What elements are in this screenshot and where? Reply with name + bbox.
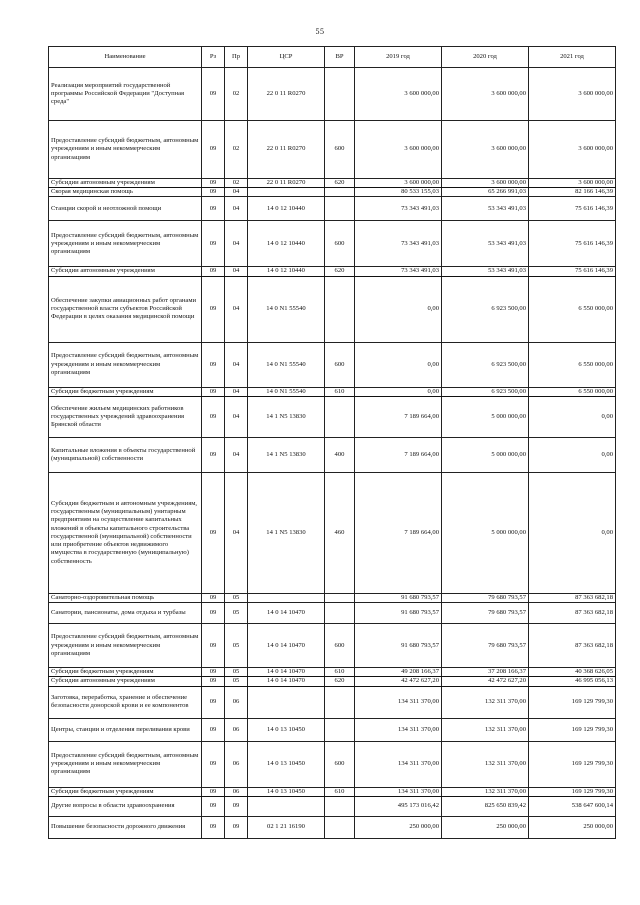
row-vr: 600 [325, 741, 355, 787]
table-row [49, 718, 616, 741]
row-name: Субсидии бюджетным учреждениям [49, 387, 202, 396]
row-amount-2019: 3 600 000,00 [355, 179, 442, 188]
row-amount-2021: 75 616 146,39 [529, 221, 616, 267]
table-row [49, 437, 616, 472]
row-rz: 09 [202, 396, 225, 437]
row-vr: 460 [325, 472, 355, 593]
row-vr [325, 197, 355, 221]
row-amount-2020: 3 600 000,00 [442, 68, 529, 121]
table-row [49, 603, 616, 624]
row-csr: 14 0 N1 55540 [248, 276, 325, 342]
row-amount-2019: 3 600 000,00 [355, 68, 442, 121]
row-amount-2019: 91 680 793,57 [355, 593, 442, 602]
row-amount-2021: 87 363 682,18 [529, 593, 616, 602]
table-row [49, 221, 616, 267]
row-csr: 14 0 13 10450 [248, 718, 325, 741]
row-csr: 14 0 13 10450 [248, 741, 325, 787]
row-csr: 14 0 14 10470 [248, 668, 325, 677]
table-row [49, 267, 616, 276]
row-name: Субсидии автономным учреждениям [49, 677, 202, 686]
row-amount-2019: 495 173 016,42 [355, 796, 442, 816]
row-amount-2020: 132 311 370,00 [442, 787, 529, 796]
row-amount-2020: 65 266 991,03 [442, 188, 529, 197]
row-name: Обеспечение жильем медицинских работников государственных учреждений здравоохранения Брянской области [49, 396, 202, 437]
row-pr: 04 [225, 387, 248, 396]
row-amount-2019: 73 343 491,03 [355, 221, 442, 267]
row-amount-2021: 169 129 799,30 [529, 718, 616, 741]
row-amount-2020: 53 343 491,03 [442, 197, 529, 221]
row-csr: 14 0 N1 55540 [248, 342, 325, 387]
row-vr: 400 [325, 437, 355, 472]
row-rz: 09 [202, 668, 225, 677]
row-amount-2021: 0,00 [529, 396, 616, 437]
row-name: Предоставление субсидий бюджетным, автономным учреждениям и иным некоммерческим организациям [49, 624, 202, 668]
row-amount-2021: 87 363 682,18 [529, 603, 616, 624]
row-amount-2019: 3 600 000,00 [355, 121, 442, 179]
row-rz: 09 [202, 624, 225, 668]
row-name: Заготовка, переработка, хранение и обеспечение безопасности донорской крови и ее компонентов [49, 686, 202, 718]
row-pr: 02 [225, 68, 248, 121]
row-vr [325, 593, 355, 602]
row-vr: 620 [325, 179, 355, 188]
row-amount-2020: 3 600 000,00 [442, 179, 529, 188]
row-amount-2020: 6 923 500,00 [442, 387, 529, 396]
row-pr: 05 [225, 603, 248, 624]
row-csr: 14 0 12 10440 [248, 197, 325, 221]
header-row [49, 47, 616, 68]
row-amount-2019: 134 311 370,00 [355, 686, 442, 718]
row-rz: 09 [202, 437, 225, 472]
row-amount-2021: 169 129 799,30 [529, 686, 616, 718]
row-vr: 620 [325, 677, 355, 686]
row-amount-2021: 6 550 000,00 [529, 276, 616, 342]
row-rz: 09 [202, 718, 225, 741]
row-amount-2019: 134 311 370,00 [355, 787, 442, 796]
row-amount-2021: 82 166 146,39 [529, 188, 616, 197]
row-amount-2021: 75 616 146,39 [529, 197, 616, 221]
row-name: Субсидии бюджетным учреждениям [49, 668, 202, 677]
row-csr: 02 1 21 16190 [248, 816, 325, 838]
row-pr: 05 [225, 668, 248, 677]
table-row [49, 396, 616, 437]
row-amount-2020: 5 000 000,00 [442, 437, 529, 472]
row-rz: 09 [202, 816, 225, 838]
page-number: 55 [315, 27, 325, 36]
row-rz: 09 [202, 796, 225, 816]
row-rz: 09 [202, 677, 225, 686]
row-csr [248, 188, 325, 197]
row-pr: 09 [225, 816, 248, 838]
row-name: Станции скорой и неотложной помощи [49, 197, 202, 221]
row-name: Скорая медицинская помощь [49, 188, 202, 197]
row-rz: 09 [202, 603, 225, 624]
row-amount-2020: 3 600 000,00 [442, 121, 529, 179]
row-amount-2020: 132 311 370,00 [442, 686, 529, 718]
row-pr: 04 [225, 188, 248, 197]
table-row [49, 121, 616, 179]
row-amount-2020: 132 311 370,00 [442, 741, 529, 787]
table-row [49, 686, 616, 718]
row-amount-2021: 3 600 000,00 [529, 68, 616, 121]
row-pr: 06 [225, 741, 248, 787]
row-amount-2019: 134 311 370,00 [355, 718, 442, 741]
row-name: Центры, станции и отделения переливания крови [49, 718, 202, 741]
row-rz: 09 [202, 472, 225, 593]
row-vr: 600 [325, 221, 355, 267]
row-vr: 610 [325, 668, 355, 677]
row-csr: 14 1 N5 13830 [248, 472, 325, 593]
row-amount-2021: 3 600 000,00 [529, 121, 616, 179]
row-amount-2021: 40 368 626,05 [529, 668, 616, 677]
row-vr [325, 188, 355, 197]
row-rz: 09 [202, 68, 225, 121]
row-rz: 09 [202, 121, 225, 179]
row-pr: 04 [225, 197, 248, 221]
row-pr: 06 [225, 718, 248, 741]
row-amount-2021: 0,00 [529, 437, 616, 472]
column-header-vr: ВР [325, 47, 355, 68]
row-rz: 09 [202, 387, 225, 396]
row-amount-2020: 42 472 627,20 [442, 677, 529, 686]
row-rz: 09 [202, 342, 225, 387]
row-name: Предоставление субсидий бюджетным, автономным учреждениям и иным некоммерческим организациям [49, 342, 202, 387]
row-pr: 04 [225, 342, 248, 387]
row-name: Субсидии автономным учреждениям [49, 267, 202, 276]
row-name: Предоставление субсидий бюджетным, автономным учреждениям и иным некоммерческим организациям [49, 741, 202, 787]
row-pr: 02 [225, 179, 248, 188]
table-row [49, 387, 616, 396]
row-vr: 610 [325, 387, 355, 396]
row-amount-2020: 53 343 491,03 [442, 221, 529, 267]
row-amount-2021: 250 000,00 [529, 816, 616, 838]
row-pr: 05 [225, 677, 248, 686]
row-pr: 04 [225, 472, 248, 593]
table-row [49, 593, 616, 602]
row-pr: 06 [225, 787, 248, 796]
row-amount-2020: 250 000,00 [442, 816, 529, 838]
row-amount-2020: 5 000 000,00 [442, 396, 529, 437]
table-row [49, 796, 616, 816]
row-amount-2021: 3 600 000,00 [529, 179, 616, 188]
row-pr: 06 [225, 686, 248, 718]
row-amount-2019: 73 343 491,03 [355, 267, 442, 276]
row-pr: 09 [225, 796, 248, 816]
row-csr: 14 1 N5 13830 [248, 437, 325, 472]
row-amount-2019: 73 343 491,03 [355, 197, 442, 221]
row-csr: 14 0 N1 55540 [248, 387, 325, 396]
row-amount-2021: 6 550 000,00 [529, 342, 616, 387]
row-name: Повышение безопасности дорожного движения [49, 816, 202, 838]
row-rz: 09 [202, 267, 225, 276]
row-csr: 14 1 N5 13830 [248, 396, 325, 437]
row-amount-2021: 0,00 [529, 472, 616, 593]
row-name: Реализация мероприятий государственной программы Российской Федерации "Доступная среда" [49, 68, 202, 121]
row-amount-2019: 0,00 [355, 387, 442, 396]
table-row [49, 276, 616, 342]
row-amount-2019: 7 189 664,00 [355, 437, 442, 472]
row-amount-2019: 7 189 664,00 [355, 472, 442, 593]
row-csr: 14 0 13 10450 [248, 787, 325, 796]
row-amount-2020: 79 680 793,57 [442, 593, 529, 602]
row-rz: 09 [202, 276, 225, 342]
row-rz: 09 [202, 593, 225, 602]
table-row [49, 787, 616, 796]
row-amount-2020: 5 000 000,00 [442, 472, 529, 593]
column-header-2020: 2020 год [442, 47, 529, 68]
row-vr: 600 [325, 624, 355, 668]
row-name: Капитальные вложения в объекты государственной (муниципальной) собственности [49, 437, 202, 472]
row-pr: 05 [225, 593, 248, 602]
row-vr: 620 [325, 267, 355, 276]
column-header-rz: Рз [202, 47, 225, 68]
row-amount-2021: 6 550 000,00 [529, 387, 616, 396]
row-csr: 22 0 11 R0270 [248, 121, 325, 179]
row-pr: 04 [225, 437, 248, 472]
row-amount-2020: 79 680 793,57 [442, 624, 529, 668]
row-csr [248, 796, 325, 816]
row-amount-2019: 42 472 627,20 [355, 677, 442, 686]
row-name: Субсидии бюджетным учреждениям [49, 787, 202, 796]
row-rz: 09 [202, 179, 225, 188]
row-pr: 04 [225, 267, 248, 276]
table-row [49, 188, 616, 197]
column-header-csr: ЦСР [248, 47, 325, 68]
row-rz: 09 [202, 741, 225, 787]
row-rz: 09 [202, 221, 225, 267]
row-pr: 05 [225, 624, 248, 668]
row-amount-2019: 134 311 370,00 [355, 741, 442, 787]
column-header-name: Наименование [49, 47, 202, 68]
row-pr: 04 [225, 396, 248, 437]
row-pr: 04 [225, 221, 248, 267]
row-vr [325, 276, 355, 342]
column-header-pr: Пр [225, 47, 248, 68]
row-csr: 14 0 12 10440 [248, 221, 325, 267]
row-csr: 14 0 14 10470 [248, 603, 325, 624]
row-amount-2021: 538 647 600,14 [529, 796, 616, 816]
row-name: Санаторно-оздоровительная помощь [49, 593, 202, 602]
row-pr: 04 [225, 276, 248, 342]
table-row [49, 472, 616, 593]
row-amount-2020: 53 343 491,03 [442, 267, 529, 276]
row-amount-2020: 6 923 500,00 [442, 276, 529, 342]
table-row [49, 624, 616, 668]
row-amount-2021: 75 616 146,39 [529, 267, 616, 276]
row-vr: 610 [325, 787, 355, 796]
row-name: Предоставление субсидий бюджетным, автономным учреждениям и иным некоммерческим организациям [49, 121, 202, 179]
row-csr: 14 0 14 10470 [248, 677, 325, 686]
row-amount-2019: 0,00 [355, 276, 442, 342]
budget-table [48, 46, 616, 839]
row-vr [325, 686, 355, 718]
row-rz: 09 [202, 188, 225, 197]
row-amount-2019: 91 680 793,57 [355, 624, 442, 668]
table-row [49, 741, 616, 787]
row-vr: 600 [325, 121, 355, 179]
table-row [49, 677, 616, 686]
row-amount-2019: 7 189 664,00 [355, 396, 442, 437]
table-row [49, 179, 616, 188]
row-amount-2021: 169 129 799,30 [529, 741, 616, 787]
row-amount-2019: 250 000,00 [355, 816, 442, 838]
row-rz: 09 [202, 686, 225, 718]
row-name: Субсидии бюджетным и автономным учреждениям, государственным (муниципальным) унитарным предприятиям на осуществление капитальных вложений в объекты капитального строительства государственной (муниципальной) собственности или приобретение объектов недвижимого имущества в государственную (муниципальную) собственность [49, 472, 202, 593]
row-csr: 22 0 11 R0270 [248, 68, 325, 121]
row-name: Предоставление субсидий бюджетным, автономным учреждениям и иным некоммерческим организациям [49, 221, 202, 267]
row-name: Субсидии автономным учреждениям [49, 179, 202, 188]
row-rz: 09 [202, 787, 225, 796]
row-amount-2021: 87 363 682,18 [529, 624, 616, 668]
row-vr: 600 [325, 342, 355, 387]
row-pr: 02 [225, 121, 248, 179]
row-amount-2021: 46 995 056,13 [529, 677, 616, 686]
row-amount-2020: 825 650 839,42 [442, 796, 529, 816]
row-amount-2020: 79 680 793,57 [442, 603, 529, 624]
column-header-2021: 2021 год [529, 47, 616, 68]
row-name: Обеспечение закупки авиационных работ органами государственной власти субъектов Российской Федерации в целях оказания медицинской помощи [49, 276, 202, 342]
row-amount-2021: 169 129 799,30 [529, 787, 616, 796]
row-csr: 14 0 14 10470 [248, 624, 325, 668]
row-amount-2020: 132 311 370,00 [442, 718, 529, 741]
table-body [49, 68, 616, 839]
column-header-2019: 2019 год [355, 47, 442, 68]
row-amount-2019: 0,00 [355, 342, 442, 387]
row-vr [325, 396, 355, 437]
row-vr [325, 718, 355, 741]
row-amount-2020: 37 208 166,37 [442, 668, 529, 677]
row-name: Санатории, пансионаты, дома отдыха и турбазы [49, 603, 202, 624]
table-row [49, 816, 616, 838]
row-amount-2020: 6 923 500,00 [442, 342, 529, 387]
row-vr [325, 68, 355, 121]
row-amount-2019: 49 208 166,37 [355, 668, 442, 677]
table-row [49, 68, 616, 121]
row-csr: 22 0 11 R0270 [248, 179, 325, 188]
row-amount-2019: 91 680 793,57 [355, 603, 442, 624]
table-row [49, 668, 616, 677]
row-amount-2019: 80 533 155,03 [355, 188, 442, 197]
row-name: Другие вопросы в области здравоохранения [49, 796, 202, 816]
row-csr: 14 0 12 10440 [248, 267, 325, 276]
row-vr [325, 796, 355, 816]
row-vr [325, 816, 355, 838]
row-csr [248, 593, 325, 602]
row-vr [325, 603, 355, 624]
row-rz: 09 [202, 197, 225, 221]
row-csr [248, 686, 325, 718]
table-row [49, 342, 616, 387]
table-row [49, 197, 616, 221]
